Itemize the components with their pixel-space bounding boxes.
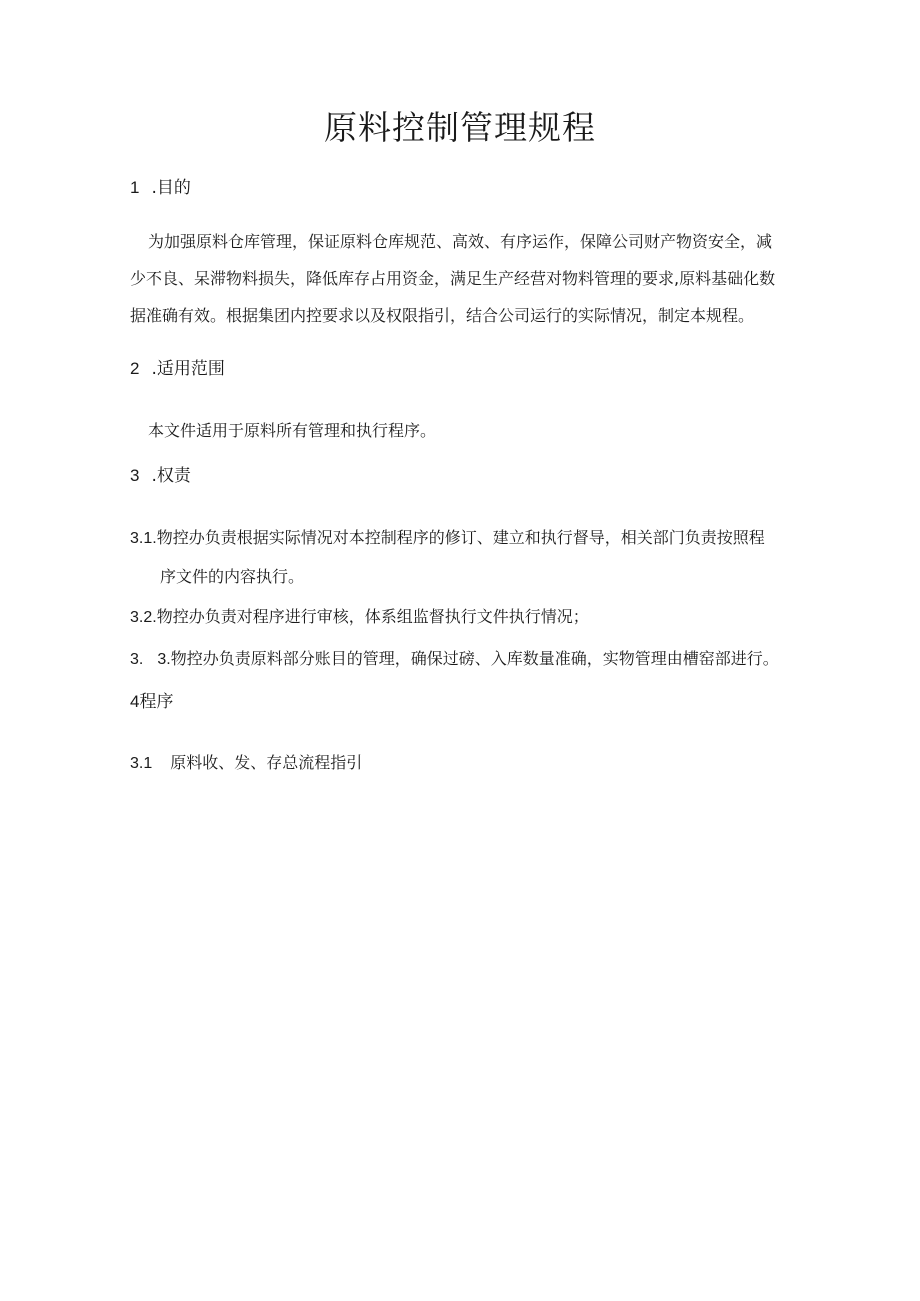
section-1-title: .目的	[151, 178, 191, 198]
section-2-paragraph: 本文件适用于原料所有管理和执行程序。	[148, 421, 437, 440]
item-4-1-number: 3.1	[130, 755, 153, 772]
item-4-1	[130, 751, 362, 776]
item-4-1-text: 原料收、发、存总流程指引	[170, 753, 363, 772]
section-4-title: 程序	[139, 692, 174, 712]
section-1-number: 1	[130, 178, 140, 197]
item-3-3	[130, 647, 779, 672]
section-3-number: 3	[130, 466, 140, 485]
section-1-paragraph-line-3: 据准确有效。根据集团内控要求以及权限指引，结合公司运行的实际情况，制定本规程。	[130, 306, 755, 325]
section-4-heading	[130, 690, 173, 714]
item-3-3-line-1: 物控办负责原料部分账目的管理，确保过磅、入库数量准确，实物管理由槽窑部进行。	[170, 649, 779, 668]
section-3-heading	[130, 464, 191, 488]
item-3-2-number: 3.2.	[130, 609, 157, 626]
item-3-2-line-1: 物控办负责对程序进行审核，体系组监督执行文件执行情况；	[156, 607, 589, 626]
section-4-number: 4	[130, 692, 140, 711]
section-1-paragraph-line-2: 少不良、呆滞物料损失，降低库存占用资金，满足生产经营对物料管理的要求,原料基础化数	[130, 269, 776, 288]
section-2-number: 2	[130, 359, 140, 378]
item-3-1-line-1: 物控办负责根据实际情况对本控制程序的修订、建立和执行督导，相关部门负责按照程	[156, 528, 765, 547]
section-1-heading	[130, 176, 191, 200]
item-3-3-sub-number: 3.	[157, 651, 171, 668]
item-3-1-number: 3.1.	[130, 530, 157, 547]
item-3-3-number: 3.	[130, 651, 144, 668]
document-title: 原料控制管理规程	[324, 108, 596, 147]
section-2-title: .适用范围	[151, 359, 225, 379]
item-3-2	[130, 605, 589, 630]
item-3-1-line-2: 序文件的内容执行。	[160, 567, 305, 586]
section-3-title: .权责	[151, 466, 191, 486]
item-3-1	[130, 526, 765, 551]
section-1-paragraph-line-1: 为加强原料仓库管理，保证原料仓库规范、高效、有序运作，保障公司财产物资安全，减	[148, 232, 773, 251]
section-2-heading	[130, 357, 225, 381]
